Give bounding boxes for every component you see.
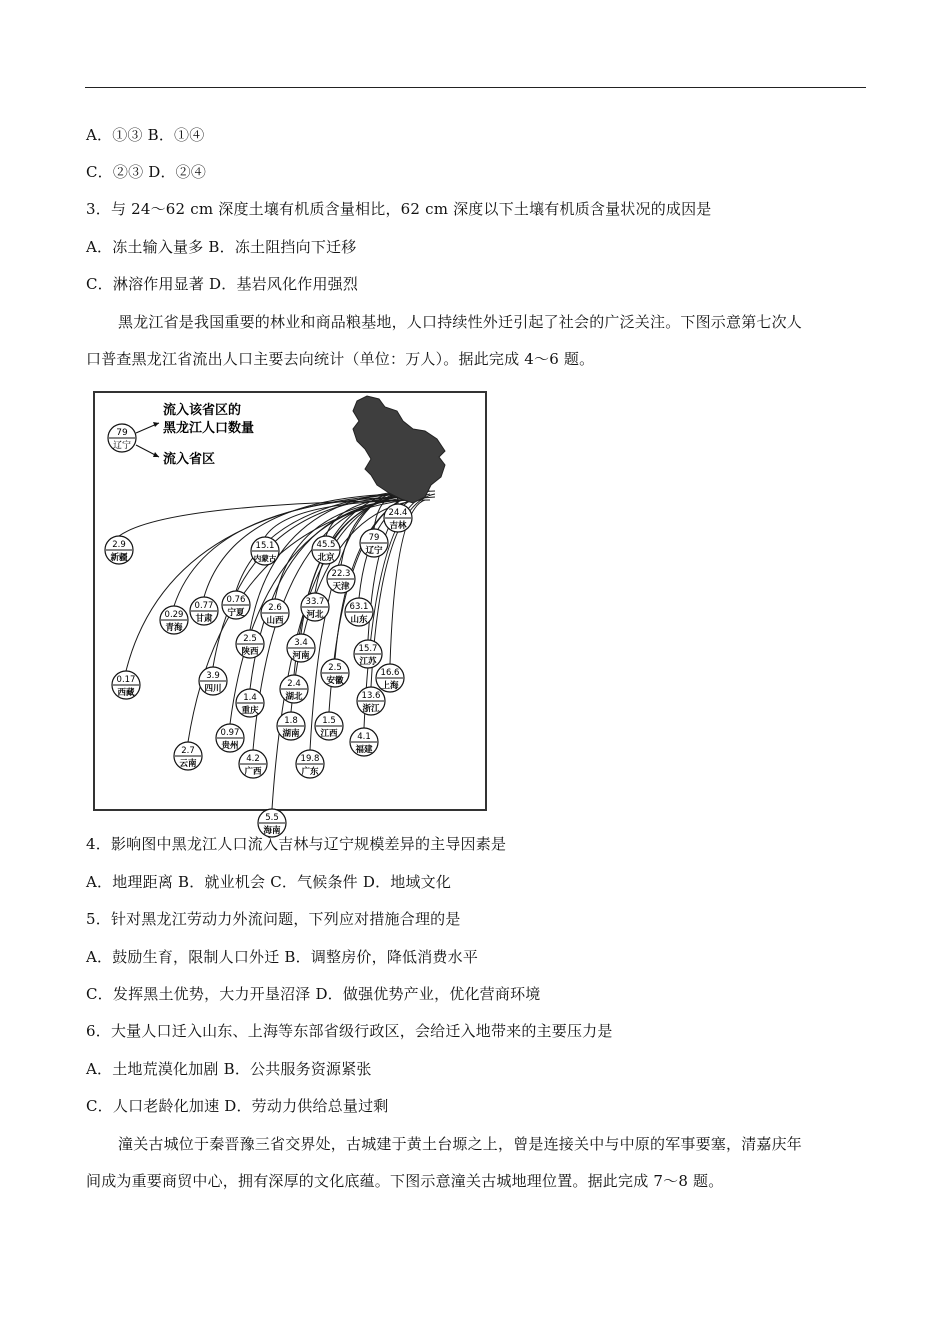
province-node xyxy=(384,504,412,532)
q2-options-ab: A．①③ B．①④ xyxy=(86,126,205,144)
province-name: 山西 xyxy=(266,616,284,626)
passage-tongguan-1: 潼关古城位于秦晋豫三省交界处，古城建于黄土台塬之上，曾是连接关中与中原的军事要塞，清嘉庆年 xyxy=(118,1135,803,1153)
province-name: 贵州 xyxy=(221,741,239,751)
province-value: 3.9 xyxy=(206,671,220,681)
province-node xyxy=(357,687,385,715)
province-value: 0.29 xyxy=(164,610,184,620)
province-value: 24.4 xyxy=(388,508,408,518)
province-value: 19.8 xyxy=(300,754,320,764)
province-value: 22.3 xyxy=(331,569,351,579)
province-node xyxy=(160,606,188,634)
province-value: 2.4 xyxy=(287,679,301,689)
province-value: 13.6 xyxy=(361,691,381,701)
province-value: 33.7 xyxy=(305,597,325,607)
q6-stem: 6．大量人口迁入山东、上海等东部省级行政区，会给迁入地带来的主要压力是 xyxy=(86,1022,613,1040)
passage-heilongjiang-1: 黑龙江省是我国重要的林业和商品粮基地，人口持续性外迁引起了社会的广泛关注。下图示意第七次人 xyxy=(118,313,803,331)
province-name: 河南 xyxy=(292,651,310,661)
province-name: 重庆 xyxy=(241,706,259,716)
province-value: 0.77 xyxy=(194,601,214,611)
province-node xyxy=(236,689,264,717)
province-name: 湖南 xyxy=(282,729,300,739)
flow-map-canvas xyxy=(95,393,485,836)
province-node xyxy=(277,712,305,740)
legend-arrowhead-count xyxy=(153,422,159,427)
province-node xyxy=(199,667,227,695)
province-value: 16.6 xyxy=(380,668,400,678)
province-value: 5.5 xyxy=(265,813,279,823)
province-name: 天津 xyxy=(332,582,350,592)
province-name: 北京 xyxy=(317,553,335,563)
province-value: 2.5 xyxy=(243,634,257,644)
province-value: 1.5 xyxy=(322,716,336,726)
migration-flow-map xyxy=(93,391,487,836)
q3-options-ab: A．冻土输入量多 B．冻土阻挡向下迁移 xyxy=(86,238,357,256)
province-node xyxy=(312,536,340,564)
province-name: 安徽 xyxy=(326,676,344,686)
legend-sample-name: 辽宁 xyxy=(112,441,132,451)
province-node xyxy=(376,664,404,692)
passage-tongguan-2: 间成为重要商贸中心，拥有深厚的文化底蕴。下图示意潼关古城地理位置。据此完成 7～8 题。 xyxy=(86,1172,724,1190)
province-value: 79 xyxy=(368,533,380,543)
province-node xyxy=(327,565,355,593)
province-value: 1.4 xyxy=(243,693,257,703)
province-value: 3.4 xyxy=(294,638,308,648)
province-name: 广西 xyxy=(244,767,262,777)
flow-nodes xyxy=(105,504,412,837)
province-node xyxy=(190,597,218,625)
province-name: 四川 xyxy=(204,684,222,694)
province-value: 1.8 xyxy=(284,716,298,726)
q3-options-cd: C．淋溶作用显著 D．基岩风化作用强烈 xyxy=(86,275,359,293)
province-node xyxy=(258,809,286,837)
province-name: 新疆 xyxy=(110,553,128,563)
q5-stem: 5．针对黑龙江劳动力外流问题，下列应对措施合理的是 xyxy=(86,910,461,928)
province-value: 4.2 xyxy=(246,754,260,764)
province-node xyxy=(216,724,244,752)
province-name: 西藏 xyxy=(117,688,135,698)
province-node xyxy=(239,750,267,778)
province-name: 陕西 xyxy=(241,647,259,657)
province-value: 4.1 xyxy=(357,732,371,742)
province-name: 福建 xyxy=(355,745,373,755)
province-node xyxy=(236,630,264,658)
province-node xyxy=(261,599,289,627)
province-name: 上海 xyxy=(381,681,399,691)
q6-options-ab: A．土地荒漠化加剧 B．公共服务资源紧张 xyxy=(86,1060,372,1078)
province-value: 15.7 xyxy=(358,644,378,654)
province-node xyxy=(105,536,133,564)
province-value: 2.9 xyxy=(112,540,126,550)
province-name: 青海 xyxy=(165,623,183,633)
province-value: 0.76 xyxy=(226,595,246,605)
province-node xyxy=(287,634,315,662)
province-value: 0.17 xyxy=(116,675,136,685)
province-name: 云南 xyxy=(179,759,197,769)
q3-stem: 3．与 24～62 cm 深度土壤有机质含量相比，62 cm 深度以下土壤有机质含量状况的成因是 xyxy=(86,200,712,218)
province-node xyxy=(112,671,140,699)
province-value: 2.7 xyxy=(181,746,195,756)
province-value: 2.5 xyxy=(328,663,342,673)
province-node xyxy=(350,728,378,756)
province-node xyxy=(345,598,373,626)
province-value: 45.5 xyxy=(316,540,336,550)
province-name: 江西 xyxy=(320,729,338,739)
map-legend xyxy=(108,402,254,467)
province-value: 63.1 xyxy=(349,602,369,612)
passage-heilongjiang-2: 口普查黑龙江省流出人口主要去向统计（单位：万人）。据此完成 4～6 题。 xyxy=(86,350,595,368)
province-value: 15.1 xyxy=(255,541,275,551)
province-name: 浙江 xyxy=(362,704,380,714)
province-value: 0.97 xyxy=(220,728,240,738)
province-name: 湖北 xyxy=(285,692,303,702)
province-name: 江苏 xyxy=(359,657,377,667)
q5-options-cd: C．发挥黑土优势，大力开垦沼泽 D．做强优势产业，优化营商环境 xyxy=(86,985,541,1003)
legend-province-label: 流入省区 xyxy=(163,452,216,467)
province-node xyxy=(321,659,349,687)
province-name: 宁夏 xyxy=(227,608,245,618)
province-name: 辽宁 xyxy=(365,546,383,556)
header-rule xyxy=(85,87,866,88)
province-name: 山东 xyxy=(350,615,368,625)
province-node xyxy=(251,537,279,565)
province-value: 2.6 xyxy=(268,603,282,613)
province-name: 内蒙古 xyxy=(253,554,277,563)
province-name: 吉林 xyxy=(389,521,407,531)
province-node xyxy=(315,712,343,740)
q5-options-ab: A．鼓励生育，限制人口外迁 B．调整房价，降低消费水平 xyxy=(86,948,479,966)
q2-options-cd: C．②③ D．②④ xyxy=(86,163,207,181)
province-node xyxy=(301,593,329,621)
province-node xyxy=(174,742,202,770)
heilongjiang-shape xyxy=(353,396,445,503)
q4-stem: 4．影响图中黑龙江人口流入吉林与辽宁规模差异的主导因素是 xyxy=(86,835,507,853)
province-name: 河北 xyxy=(306,610,324,620)
province-node xyxy=(222,591,250,619)
q6-options-cd: C．人口老龄化加速 D．劳动力供给总量过剩 xyxy=(86,1097,389,1115)
legend-sample-value: 79 xyxy=(116,428,128,438)
province-name: 海南 xyxy=(263,826,281,836)
province-name: 广东 xyxy=(301,767,319,777)
province-node xyxy=(354,640,382,668)
province-name: 甘肃 xyxy=(195,614,213,624)
legend-count-label-1: 流入该省区的 xyxy=(163,403,242,418)
q4-options: A．地理距离 B．就业机会 C．气候条件 D．地域文化 xyxy=(86,873,452,891)
province-node xyxy=(296,750,324,778)
legend-count-label-2: 黑龙江人口数量 xyxy=(163,421,255,436)
province-node xyxy=(280,675,308,703)
province-node xyxy=(360,529,388,557)
